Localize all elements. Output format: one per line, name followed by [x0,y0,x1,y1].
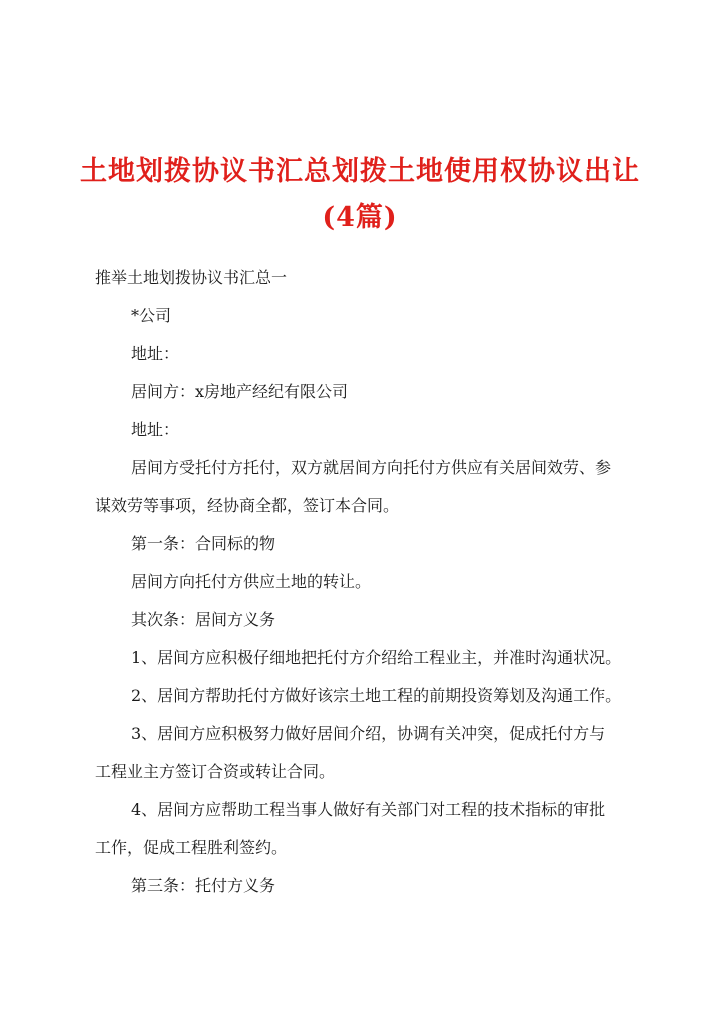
list-item-continuation: 工作，促成工程胜利签约。 [95,838,288,857]
clause-heading: 其次条：居间方义务 [131,610,276,629]
document-title-line2: (4篇) [322,202,398,233]
paragraph-continuation: 谋效劳等事项，经协商全都，签订本合同。 [95,496,400,515]
paragraph: 居间方受托付方托付，双方就居间方向托付方供应有关居间效劳、参 [131,458,612,477]
list-item: 4、居间方应帮助工程当事人做好有关部门对工程的技术指标的审批 [131,800,606,819]
clause-heading: 第一条：合同标的物 [131,534,276,553]
document-title-line1: 土地划拨协议书汇总划拨土地使用权协议出让 [80,156,640,187]
paragraph: *公司 [131,306,172,325]
paragraph: 居间方：x房地产经纪有限公司 [131,382,349,401]
section-heading: 推举土地划拨协议书汇总一 [95,268,288,287]
list-item: 3、居间方应积极努力做好居间介绍，协调有关冲突，促成托付方与 [131,724,606,743]
list-item-continuation: 工程业主方签订合资或转让合同。 [95,762,336,781]
paragraph: 居间方向托付方供应土地的转让。 [131,572,372,591]
paragraph: 地址： [131,344,180,363]
paragraph: 地址： [131,420,180,439]
list-item: 1、居间方应积极仔细地把托付方介绍给工程业主，并准时沟通状况。 [131,648,622,667]
clause-heading: 第三条：托付方义务 [131,876,276,895]
list-item: 2、居间方帮助托付方做好该宗土地工程的前期投资筹划及沟通工作。 [131,686,622,705]
